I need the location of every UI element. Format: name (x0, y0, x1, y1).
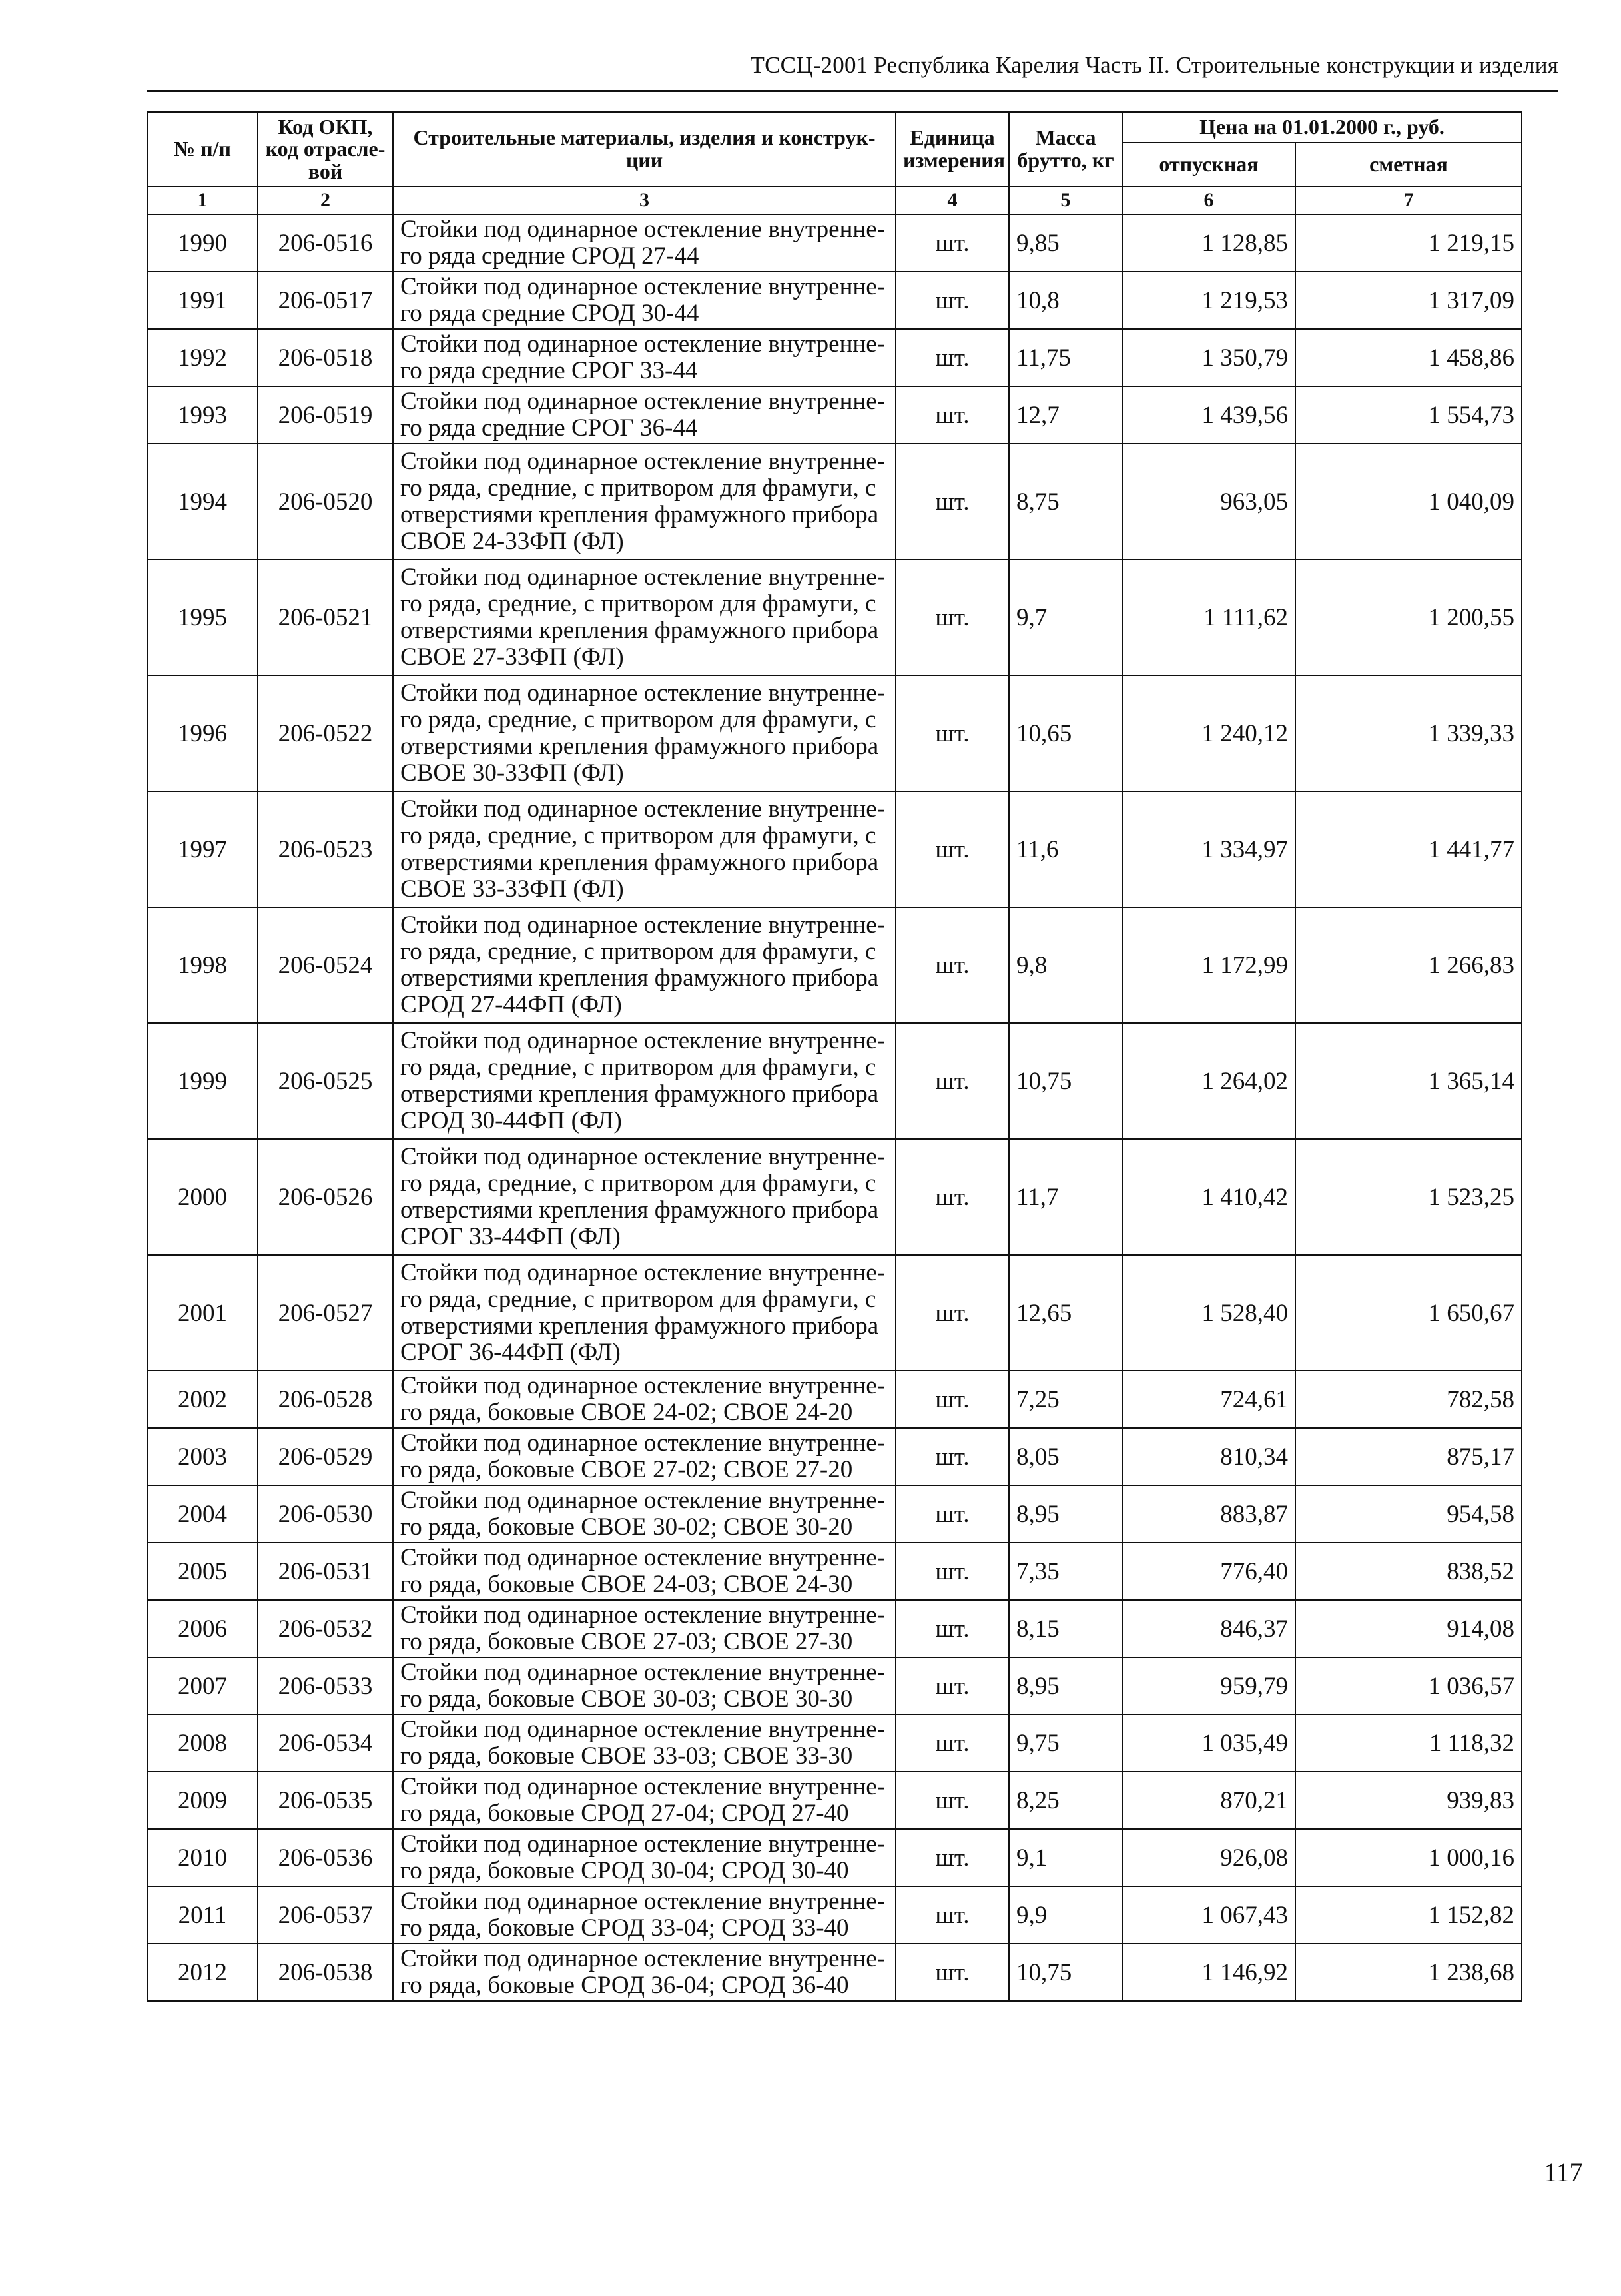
release-price: 1 146,92 (1122, 1944, 1295, 2001)
product-code: 206-0535 (258, 1772, 393, 1829)
unit-of-measure: шт. (896, 560, 1009, 675)
gross-mass: 8,95 (1009, 1485, 1122, 1543)
header-price-estimate: сметная (1295, 143, 1522, 187)
unit-of-measure: шт. (896, 1428, 1009, 1485)
product-name: Стойки под одинарное остекление внутренне-го ряда, средние, с притвором для фрамуги, с отверстиями крепления фрамужного прибора СВОЕ 33-33ФП (ФЛ) (393, 791, 896, 907)
column-number-row (147, 187, 1522, 214)
row-number: 2003 (147, 1428, 258, 1485)
product-name: Стойки под одинарное остекление внутренне-го ряда, боковые СВОЕ 24-03; СВОЕ 24-30 (393, 1543, 896, 1600)
gross-mass: 11,7 (1009, 1139, 1122, 1255)
gross-mass: 8,15 (1009, 1600, 1122, 1657)
release-price: 1 219,53 (1122, 272, 1295, 329)
column-number: 5 (1009, 187, 1122, 214)
gross-mass: 8,75 (1009, 444, 1122, 560)
estimate-price: 1 554,73 (1295, 386, 1522, 444)
unit-of-measure: шт. (896, 1485, 1009, 1543)
table-row (147, 1023, 1522, 1139)
row-number: 1998 (147, 907, 258, 1023)
unit-of-measure: шт. (896, 1139, 1009, 1255)
product-name: Стойки под одинарное остекление внутренне-го ряда, боковые СВОЕ 30-03; СВОЕ 30-30 (393, 1657, 896, 1715)
release-price: 846,37 (1122, 1600, 1295, 1657)
header-price-release: отпускная (1122, 143, 1295, 187)
header-unit: Единица измерения (896, 112, 1009, 187)
gross-mass: 7,35 (1009, 1543, 1122, 1600)
product-name: Стойки под одинарное остекление внутренне-го ряда, боковые СВОЕ 27-02; СВОЕ 27-20 (393, 1428, 896, 1485)
product-name: Стойки под одинарное остекление внутренне-го ряда средние СРОГ 33-44 (393, 329, 896, 386)
column-number: 4 (896, 187, 1009, 214)
product-code: 206-0523 (258, 791, 393, 907)
product-name: Стойки под одинарное остекление внутренне-го ряда, боковые СВОЕ 33-03; СВОЕ 33-30 (393, 1715, 896, 1772)
gross-mass: 9,7 (1009, 560, 1122, 675)
product-code: 206-0530 (258, 1485, 393, 1543)
gross-mass: 11,6 (1009, 791, 1122, 907)
estimate-price: 875,17 (1295, 1428, 1522, 1485)
table-row (147, 272, 1522, 329)
unit-of-measure: шт. (896, 214, 1009, 272)
product-code: 206-0525 (258, 1023, 393, 1139)
table-row (147, 1829, 1522, 1886)
row-number: 1992 (147, 329, 258, 386)
product-code: 206-0533 (258, 1657, 393, 1715)
estimate-price: 1 523,25 (1295, 1139, 1522, 1255)
product-code: 206-0537 (258, 1886, 393, 1944)
estimate-price: 1 339,33 (1295, 675, 1522, 791)
product-name: Стойки под одинарное остекление внутренне-го ряда, боковые СВОЕ 30-02; СВОЕ 30-20 (393, 1485, 896, 1543)
table-row (147, 329, 1522, 386)
release-price: 776,40 (1122, 1543, 1295, 1600)
unit-of-measure: шт. (896, 1772, 1009, 1829)
gross-mass: 11,75 (1009, 329, 1122, 386)
header-price-group: Цена на 01.01.2000 г., руб. (1122, 112, 1522, 143)
unit-of-measure: шт. (896, 675, 1009, 791)
row-number: 2008 (147, 1715, 258, 1772)
estimate-price: 1 000,16 (1295, 1829, 1522, 1886)
unit-of-measure: шт. (896, 1543, 1009, 1600)
gross-mass: 10,65 (1009, 675, 1122, 791)
product-code: 206-0522 (258, 675, 393, 791)
product-code: 206-0534 (258, 1715, 393, 1772)
gross-mass: 8,25 (1009, 1772, 1122, 1829)
product-code: 206-0526 (258, 1139, 393, 1255)
unit-of-measure: шт. (896, 1657, 1009, 1715)
release-price: 1 350,79 (1122, 329, 1295, 386)
product-code: 206-0517 (258, 272, 393, 329)
product-name: Стойки под одинарное остекление внутренне-го ряда средние СРОД 30-44 (393, 272, 896, 329)
gross-mass: 8,05 (1009, 1428, 1122, 1485)
table-row (147, 1715, 1522, 1772)
unit-of-measure: шт. (896, 1255, 1009, 1371)
gross-mass: 12,7 (1009, 386, 1122, 444)
estimate-price: 1 118,32 (1295, 1715, 1522, 1772)
unit-of-measure: шт. (896, 1715, 1009, 1772)
product-code: 206-0519 (258, 386, 393, 444)
table-row (147, 791, 1522, 907)
product-name: Стойки под одинарное остекление внутренне-го ряда, боковые СРОД 30-04; СРОД 30-40 (393, 1829, 896, 1886)
product-name: Стойки под одинарное остекление внутренне-го ряда, средние, с притвором для фрамуги, с отверстиями крепления фрамужного прибора СВОЕ 30-33ФП (ФЛ) (393, 675, 896, 791)
row-number: 2007 (147, 1657, 258, 1715)
row-number: 2011 (147, 1886, 258, 1944)
product-name: Стойки под одинарное остекление внутренне-го ряда, средние, с притвором для фрамуги, с отверстиями крепления фрамужного прибора СВОЕ 24-33ФП (ФЛ) (393, 444, 896, 560)
estimate-price: 954,58 (1295, 1485, 1522, 1543)
estimate-price: 1 036,57 (1295, 1657, 1522, 1715)
unit-of-measure: шт. (896, 386, 1009, 444)
column-number: 1 (147, 187, 258, 214)
row-number: 2009 (147, 1772, 258, 1829)
product-name: Стойки под одинарное остекление внутренне-го ряда, средние, с притвором для фрамуги, с отверстиями крепления фрамужного прибора СРОГ 36-44ФП (ФЛ) (393, 1255, 896, 1371)
header-name: Строительные материалы, изделия и конструк-ции (393, 112, 896, 187)
product-name: Стойки под одинарное остекление внутренне-го ряда средние СРОД 27-44 (393, 214, 896, 272)
product-name: Стойки под одинарное остекление внутренне-го ряда, средние, с притвором для фрамуги, с отверстиями крепления фрамужного прибора СРОГ 33-44ФП (ФЛ) (393, 1139, 896, 1255)
gross-mass: 10,8 (1009, 272, 1122, 329)
release-price: 1 111,62 (1122, 560, 1295, 675)
gross-mass: 9,85 (1009, 214, 1122, 272)
product-code: 206-0524 (258, 907, 393, 1023)
estimate-price: 1 365,14 (1295, 1023, 1522, 1139)
product-code: 206-0529 (258, 1428, 393, 1485)
page-number: 117 (1544, 2157, 1583, 2187)
release-price: 1 067,43 (1122, 1886, 1295, 1944)
gross-mass: 7,25 (1009, 1371, 1122, 1428)
unit-of-measure: шт. (896, 1600, 1009, 1657)
release-price: 1 334,97 (1122, 791, 1295, 907)
product-name: Стойки под одинарное остекление внутренне-го ряда, средние, с притвором для фрамуги, с отверстиями крепления фрамужного прибора СВОЕ 27-33ФП (ФЛ) (393, 560, 896, 675)
product-code: 206-0538 (258, 1944, 393, 2001)
product-name: Стойки под одинарное остекление внутренне-го ряда, боковые СВОЕ 27-03; СВОЕ 27-30 (393, 1600, 896, 1657)
column-number: 7 (1295, 187, 1522, 214)
unit-of-measure: шт. (896, 272, 1009, 329)
gross-mass: 9,9 (1009, 1886, 1122, 1944)
unit-of-measure: шт. (896, 329, 1009, 386)
release-price: 926,08 (1122, 1829, 1295, 1886)
table-row (147, 1657, 1522, 1715)
estimate-price: 1 238,68 (1295, 1944, 1522, 2001)
table-row (147, 907, 1522, 1023)
row-number: 2004 (147, 1485, 258, 1543)
unit-of-measure: шт. (896, 1829, 1009, 1886)
release-price: 963,05 (1122, 444, 1295, 560)
row-number: 2000 (147, 1139, 258, 1255)
table-row (147, 1139, 1522, 1255)
header-code: Код ОКП, код отрасле-вой (258, 112, 393, 187)
table-row (147, 1543, 1522, 1600)
estimate-price: 1 458,86 (1295, 329, 1522, 386)
release-price: 1 410,42 (1122, 1139, 1295, 1255)
page-header (147, 52, 1558, 92)
table-body (147, 214, 1522, 2001)
gross-mass: 10,75 (1009, 1944, 1122, 2001)
unit-of-measure: шт. (896, 1371, 1009, 1428)
product-name: Стойки под одинарное остекление внутренне-го ряда, средние, с притвором для фрамуги, с отверстиями крепления фрамужного прибора СРОД 30-44ФП (ФЛ) (393, 1023, 896, 1139)
release-price: 1 240,12 (1122, 675, 1295, 791)
product-name: Стойки под одинарное остекление внутренне-го ряда, боковые СРОД 36-04; СРОД 36-40 (393, 1944, 896, 2001)
release-price: 1 128,85 (1122, 214, 1295, 272)
release-price: 1 172,99 (1122, 907, 1295, 1023)
row-number: 2010 (147, 1829, 258, 1886)
gross-mass: 9,75 (1009, 1715, 1122, 1772)
row-number: 1990 (147, 214, 258, 272)
unit-of-measure: шт. (896, 444, 1009, 560)
product-name: Стойки под одинарное остекление внутренне-го ряда, боковые СРОД 33-04; СРОД 33-40 (393, 1886, 896, 1944)
product-name: Стойки под одинарное остекление внутренне-го ряда, боковые СВОЕ 24-02; СВОЕ 24-20 (393, 1371, 896, 1428)
estimate-price: 1 200,55 (1295, 560, 1522, 675)
row-number: 1991 (147, 272, 258, 329)
estimate-price: 838,52 (1295, 1543, 1522, 1600)
table-row (147, 1371, 1522, 1428)
product-code: 206-0528 (258, 1371, 393, 1428)
table-row (147, 444, 1522, 560)
release-price: 883,87 (1122, 1485, 1295, 1543)
release-price: 1 035,49 (1122, 1715, 1295, 1772)
table-row (147, 1255, 1522, 1371)
header-rule (147, 90, 1558, 92)
estimate-price: 914,08 (1295, 1600, 1522, 1657)
table-row (147, 1944, 1522, 2001)
row-number: 1996 (147, 675, 258, 791)
estimate-price: 1 441,77 (1295, 791, 1522, 907)
gross-mass: 9,1 (1009, 1829, 1122, 1886)
estimate-price: 782,58 (1295, 1371, 1522, 1428)
product-code: 206-0520 (258, 444, 393, 560)
product-code: 206-0516 (258, 214, 393, 272)
row-number: 1999 (147, 1023, 258, 1139)
row-number: 2012 (147, 1944, 258, 2001)
table-row (147, 560, 1522, 675)
unit-of-measure: шт. (896, 1023, 1009, 1139)
row-number: 2006 (147, 1600, 258, 1657)
product-code: 206-0518 (258, 329, 393, 386)
release-price: 870,21 (1122, 1772, 1295, 1829)
table-row (147, 1600, 1522, 1657)
estimate-price: 1 317,09 (1295, 272, 1522, 329)
gross-mass: 10,75 (1009, 1023, 1122, 1139)
product-code: 206-0536 (258, 1829, 393, 1886)
row-number: 1994 (147, 444, 258, 560)
product-name: Стойки под одинарное остекление внутренне-го ряда, средние, с притвором для фрамуги, с отверстиями крепления фрамужного прибора СРОД 27-44ФП (ФЛ) (393, 907, 896, 1023)
table-row (147, 1886, 1522, 1944)
column-number: 6 (1122, 187, 1295, 214)
row-number: 2005 (147, 1543, 258, 1600)
row-number: 2001 (147, 1255, 258, 1371)
column-number: 3 (393, 187, 896, 214)
release-price: 1 264,02 (1122, 1023, 1295, 1139)
release-price: 810,34 (1122, 1428, 1295, 1485)
estimate-price: 1 152,82 (1295, 1886, 1522, 1944)
table-row (147, 386, 1522, 444)
release-price: 1 439,56 (1122, 386, 1295, 444)
header-num: № п/п (147, 112, 258, 187)
product-code: 206-0531 (258, 1543, 393, 1600)
gross-mass: 9,8 (1009, 907, 1122, 1023)
estimate-price: 1 219,15 (1295, 214, 1522, 272)
row-number: 1993 (147, 386, 258, 444)
table-row (147, 1428, 1522, 1485)
release-price: 1 528,40 (1122, 1255, 1295, 1371)
product-code: 206-0532 (258, 1600, 393, 1657)
estimate-price: 939,83 (1295, 1772, 1522, 1829)
table-row (147, 1485, 1522, 1543)
product-code: 206-0527 (258, 1255, 393, 1371)
unit-of-measure: шт. (896, 1944, 1009, 2001)
unit-of-measure: шт. (896, 791, 1009, 907)
table-row (147, 675, 1522, 791)
unit-of-measure: шт. (896, 907, 1009, 1023)
unit-of-measure: шт. (896, 1886, 1009, 1944)
estimate-price: 1 040,09 (1295, 444, 1522, 560)
release-price: 959,79 (1122, 1657, 1295, 1715)
header-mass: Масса брутто, кг (1009, 112, 1122, 187)
table-row (147, 214, 1522, 272)
row-number: 1995 (147, 560, 258, 675)
product-code: 206-0521 (258, 560, 393, 675)
document-title: ТССЦ-2001 Республика Карелия Часть II. Строительные конструкции и изделия (750, 52, 1558, 78)
estimate-price: 1 650,67 (1295, 1255, 1522, 1371)
table-row (147, 1772, 1522, 1829)
row-number: 1997 (147, 791, 258, 907)
gross-mass: 8,95 (1009, 1657, 1122, 1715)
release-price: 724,61 (1122, 1371, 1295, 1428)
row-number: 2002 (147, 1371, 258, 1428)
estimate-price: 1 266,83 (1295, 907, 1522, 1023)
product-name: Стойки под одинарное остекление внутренне-го ряда средние СРОГ 36-44 (393, 386, 896, 444)
product-name: Стойки под одинарное остекление внутренне-го ряда, боковые СРОД 27-04; СРОД 27-40 (393, 1772, 896, 1829)
price-table (147, 111, 1522, 2002)
column-number: 2 (258, 187, 393, 214)
gross-mass: 12,65 (1009, 1255, 1122, 1371)
